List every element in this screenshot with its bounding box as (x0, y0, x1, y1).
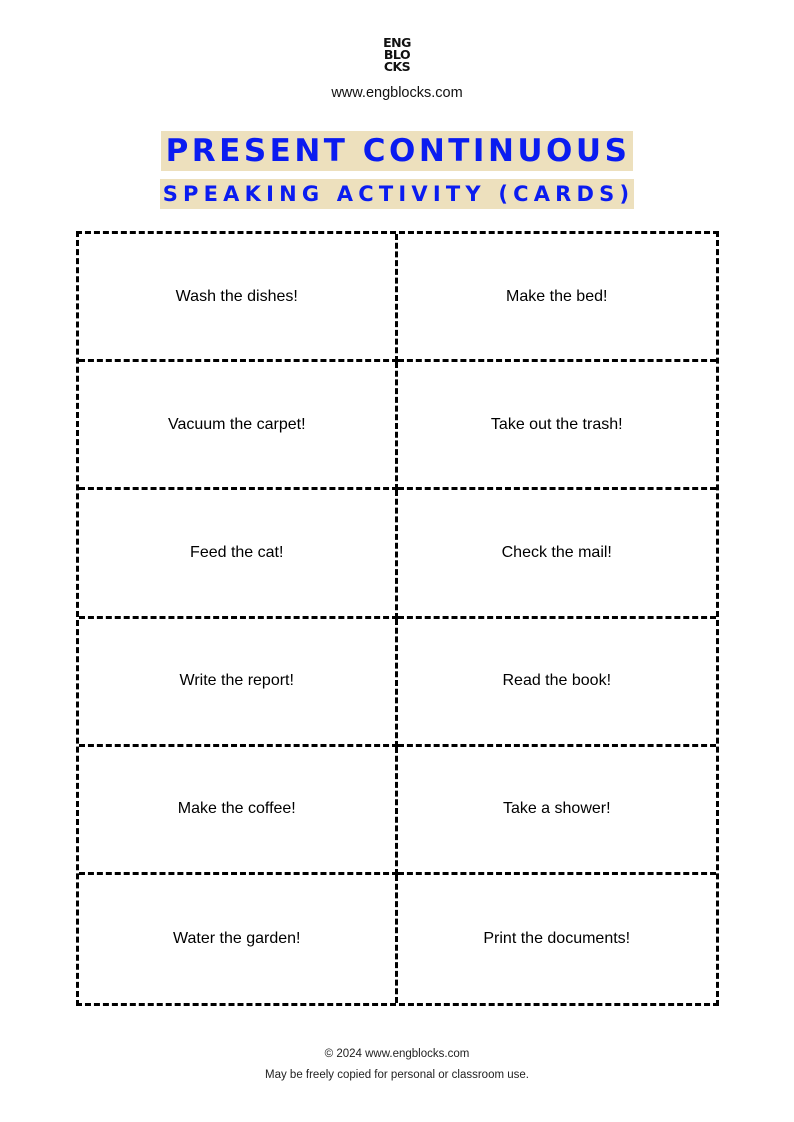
card-grid (76, 231, 719, 1006)
logo-line-2: BLO (383, 47, 411, 62)
card: Vacuum the carpet! (79, 362, 398, 490)
card: Wash the dishes! (79, 234, 398, 362)
engblocks-logo (0, 37, 794, 73)
card: Read the book! (398, 619, 717, 747)
card: Take a shower! (398, 747, 717, 875)
card: Take out the trash! (398, 362, 717, 490)
title-block (0, 131, 794, 209)
logo-line-3: CKS (383, 59, 411, 74)
footer-copyright: © 2024 www.engblocks.com (324, 1048, 470, 1060)
footer (0, 1044, 794, 1086)
card: Water the garden! (79, 875, 398, 1003)
footer-license: May be freely copied for personal or classroom use. (265, 1069, 529, 1081)
site-url: www.engblocks.com (331, 85, 463, 101)
card: Check the mail! (398, 490, 717, 618)
card: Print the documents! (483, 929, 631, 947)
page-subtitle: SPEAKING ACTIVITY (CARDS) (160, 179, 635, 209)
page-title: PRESENT CONTINUOUS (161, 131, 634, 171)
card: Write the report! (79, 619, 398, 747)
logo-line-1: ENG (383, 35, 411, 50)
card: Make the bed! (398, 234, 717, 362)
card: Make the coffee! (79, 747, 398, 875)
card: Feed the cat! (79, 490, 398, 618)
